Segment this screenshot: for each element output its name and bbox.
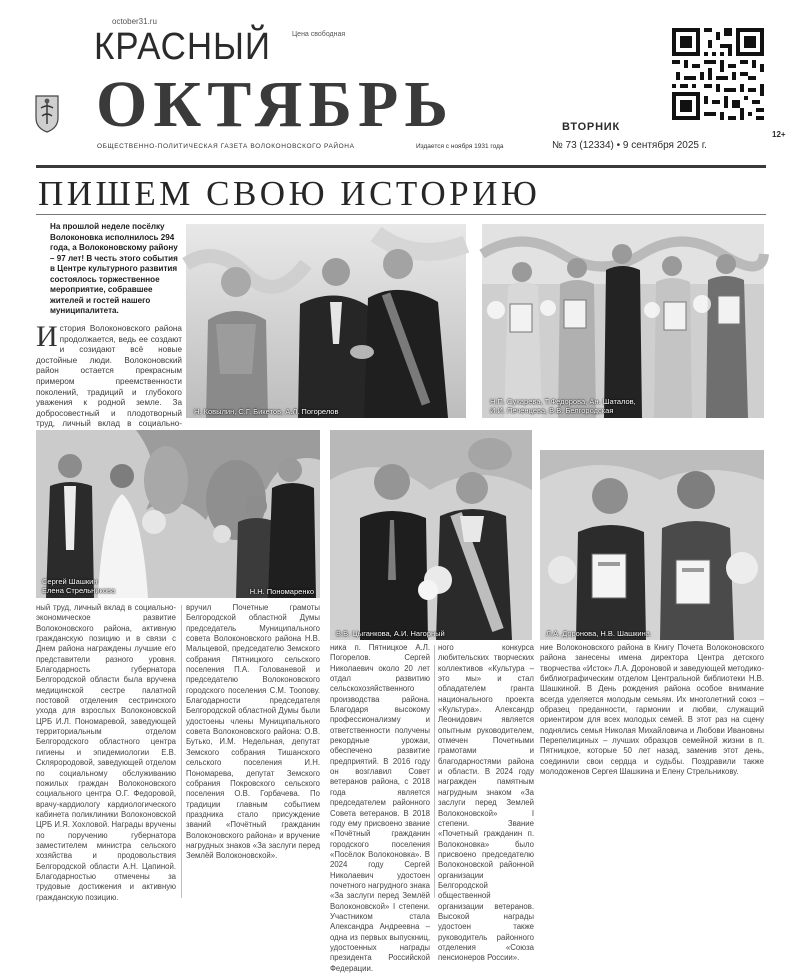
price-label: Цена свободная xyxy=(292,31,346,38)
article-column-4: ного конкурса любительских творческих коллективов «Культура – это мы» и стал обладателем гранта национального проекта «Культура». Александр Леонидович является опытным руководителем, отмечен Почетными грамотами и благодарностями района и области. В 2024 году награжден памятным нагрудным знаком «За заслуги перед Землей Волоконовской» I степени. Звание «Почетный гражданин п. Волоконовка» было присвоено председателю Волоконовской районной организации Белгородской общественной организации ветеранов. Высокой награды удостоен также руководитель районного отделения «Союза пенсионеров России». xyxy=(438,643,534,963)
founded-label: Издается с ноября 1931 года xyxy=(416,143,504,150)
article-intro xyxy=(36,320,182,429)
weekday-label: ВТОРНИК xyxy=(562,121,621,133)
photo-caption-line-1: Сергей Шашкин xyxy=(42,577,98,586)
column-divider xyxy=(434,645,435,898)
article-column-5: ние Волоконовского района в Книгу Почета Волоконовского района занесены имена директора Центра детского творчества «Исток» Л.А. Дороновой и заведующей методико-библиографическим отделом Центральной библиотеки Н.В. Шашкиной. В День рождения района особое внимание всегда уделяется молодым семьям. Их многолетний союз – образец преданности, гармонии и любви, служащий ориентиром для всех молодых семей. В этот раз на сцену поднялись семья Николая Михайловича и Любови Ивановны Перепелициных – лучших образцов семейной жизни в п. Пятницкое, которые 50 лет назад, заменив этот день, соединили свои сердца и судьбы. Поздравили также молодоженов Сергея Шашкина и Елену Стрельникову. xyxy=(540,643,764,777)
photo-caption-line-1: Н.П. Сухарева, Т.Федорова, Ан. Шаталов, xyxy=(490,397,636,406)
issue-number-date: № 73 (12334) • 9 сентября 2025 г. xyxy=(552,140,707,151)
photo-caption-right: Н.Н. Пономаренко xyxy=(249,587,314,596)
column-divider xyxy=(181,605,182,898)
qr-code-icon xyxy=(672,28,764,120)
article-column-2: вручил Почетные грамоты Белгородской областной Думы председатель Муниципального совета Волоконовского района Н.В. Мальцевой, председателю Земского собрания Пятницкого сельского поселения П.А. Голованевой и председателю Волоконовского городского поселения С.М. Тоопову. Благодарности председателя Белгородской областной Думы были удостоены члены Муниципального совета Волоконовского района: О.В. Бутько, И.М. Недельная, депутат Земского собрания Тишанского сельского поселения И.Н. Пономарева, депутат Земского собрания Покровского сельского поселения О.В. Горбачева. По традиции главным событием праздника стало присуждение званий «Почётный гражданин Волоконовского района» и вручение нагрудных знаков «За заслуги перед Землёй Волоконовской». xyxy=(186,603,320,861)
article-column-1: ный труд, личный вклад в социально-экономическое развитие Волоконовского района, активную гражданскую позицию и в связи с Днем района награждены лучшие его представители разного уровня. Благодарность губернатора Белгородской области была вручена медицинской сестре палатной постовой отделения сестринского ухода для взрослых Волоконовской ЦРБ И.Л. Пономаревой, заведующей территориальным отделом Белгородского областного центра гигиены и эпидемиологии Е.В. Склярородовой, заведующей отделом по социальному обслуживанию пожилых граждан Волоконовского социального центра О.Г. Федоровой, врачу-кардиологу кардиологического кабинета поликлиники Волоконовской ЦРБ И.Я. Хохловой. Награды вручены по поручению губернатора заместителем министра сельского хозяйства и продовольствия Белгородской области А.Н. Цапиной. Благодарностью отмечены за трудовые достижения и активную гражданскую позицию. xyxy=(36,603,176,902)
photo-awardees-group xyxy=(482,224,764,418)
photo-caption-line-2: И.И. Печенцева, В.В. Белгородская xyxy=(490,406,614,415)
headline-divider xyxy=(36,214,766,215)
photo-honorary-citizens xyxy=(330,430,532,640)
intro-text: стория Волоконовского района продолжается, ведь ее создают и созидают всё новые достойные люди. Волоконовский район остается прекрасным примером преемственности поколений, традиций и глубокого уважения к родной земле. За добросовестный и плодотворный труд, личный вклад в социально- xyxy=(36,324,182,429)
photo-book-of-honor xyxy=(540,450,764,640)
newspaper-name-main: ОКТЯБРЬ xyxy=(96,68,454,141)
photo-caption: Л.А. Доронова, Н.В. Шашкина xyxy=(546,629,650,638)
masthead-divider xyxy=(36,165,766,168)
photo-award-handshake xyxy=(186,224,466,418)
website-label: october31.ru xyxy=(112,17,157,26)
masthead xyxy=(0,0,800,165)
photo-caption-line-2: Елена Стрельникова xyxy=(42,586,116,595)
article-lead: На прошлой неделе посёлку Волоконовка исполнилось 294 года, а Волоконовскому району – 97 лет! В честь этого события в Центре культурного развития состоялось торжественное мероприятие, собравшее жителей и гостей нашего муниципалитета. xyxy=(50,222,178,315)
age-rating-badge: 12+ xyxy=(772,130,786,139)
photo-caption: Н. Ковылин, С.Г. Бикетов, А.Л. Погорелов xyxy=(194,407,339,416)
photo-caption: В.В. Цыганкова, А.И. Нагорный xyxy=(336,629,445,638)
newspaper-name-top: КРАСНЫЙ xyxy=(94,26,271,68)
photo-young-couple xyxy=(36,430,320,598)
article-headline: ПИШЕМ СВОЮ ИСТОРИЮ xyxy=(38,174,541,213)
drop-cap: И xyxy=(36,320,58,353)
newspaper-subtitle: ОБЩЕСТВЕННО-ПОЛИТИЧЕСКАЯ ГАЗЕТА ВОЛОКОНОВСКОГО РАЙОНА xyxy=(97,143,355,150)
coat-of-arms-icon xyxy=(34,92,60,134)
article-column-3: ника п. Пятницкое А.Л. Погорелов. Сергей Николаевич около 20 лет отдал развитию сельскохозяйственного производства района. Благодаря высокому профессионализму и ответственности получены рекордные урожаи, обеспечено развитие предприятий. В 2016 году он возглавил Совет ветеранов района, с 2018 года является председателем районного Совета ветеранов. В 2018 году ему присвоено звание «Почётный гражданин городского поселения «Посёлок Волоконовка». В 2024 году Сергей Николаевич удостоен почетного нагрудного знака «За заслуги перед Землёй Волоконовской» I степени. Участником стала Александра Андреевна – одна из первых выпускниц, удостоенных награды президента Российской Федерации. xyxy=(330,643,430,973)
